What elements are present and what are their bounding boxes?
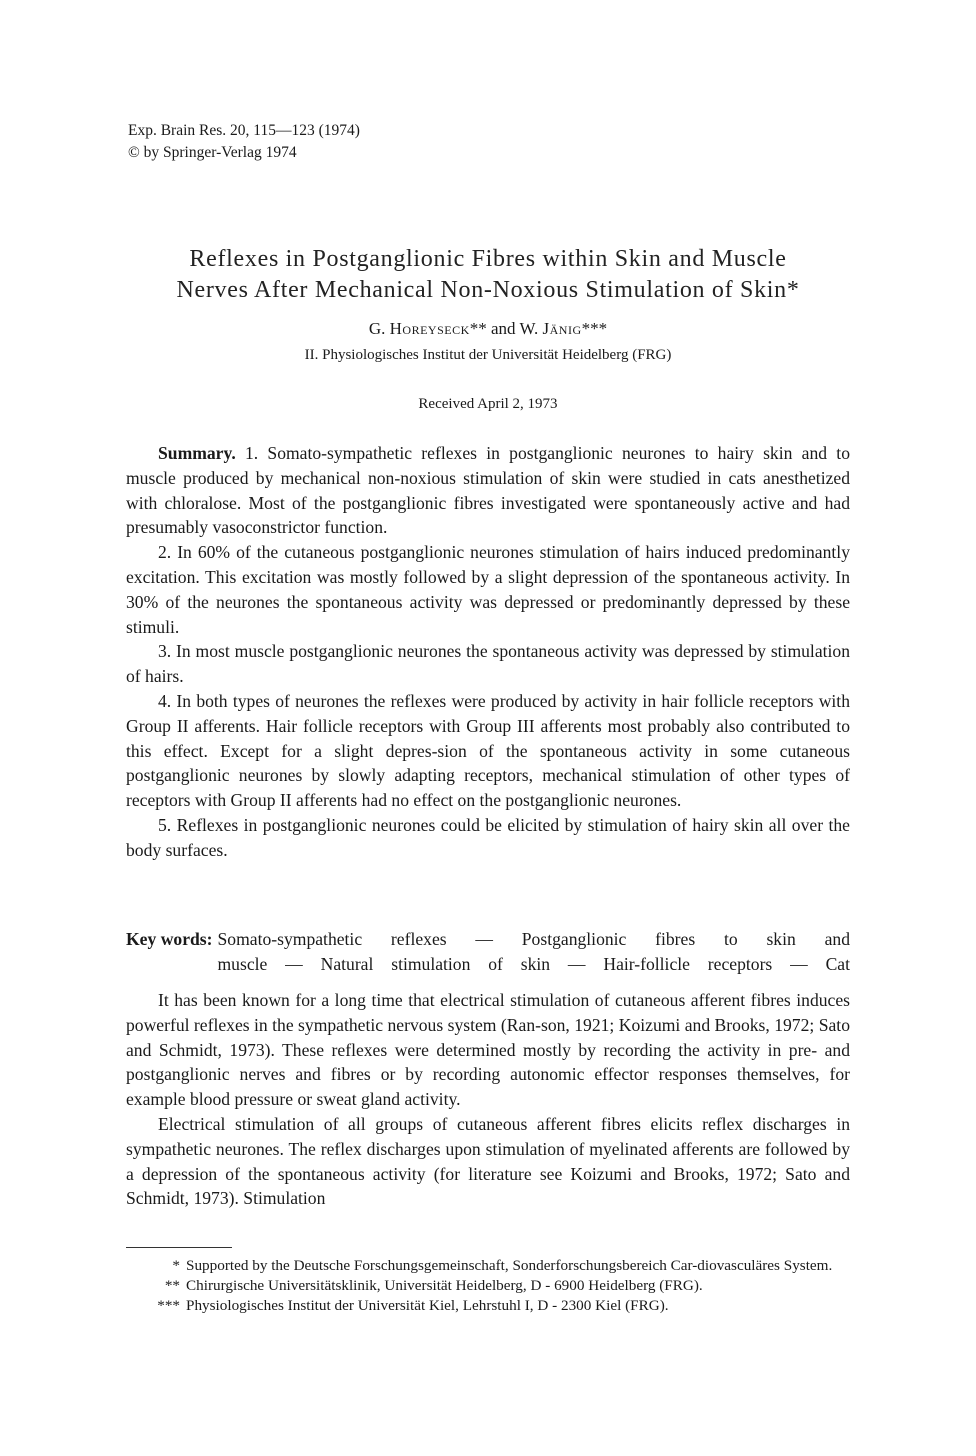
author-1-footnote-mark: **: [469, 319, 487, 338]
summary-paragraph-5: 5. Reflexes in postganglionic neurones could be elicited by stimulation of hairy skin all over the body surfaces.: [126, 814, 850, 860]
journal-header: [128, 120, 360, 164]
author-1-initial: G.: [368, 319, 386, 338]
footnote: [126, 1276, 850, 1296]
author-2-initial: W.: [519, 319, 539, 338]
footnote-mark: ***: [157, 1296, 180, 1314]
author-2-surname: Jänig: [542, 319, 582, 338]
body-paragraph-2: Electrical stimulation of all groups of cutaneous afferent fibres elicits reflex discharges in sympathetic neurones. The reflex discharges upon stimulation of myelinated afferents are followed by a depression of the spontaneous activity (for literature see Koizumi and Brooks, 1972; Sato and Schmidt, 1973). Stimulation: [126, 1113, 850, 1209]
footnote-text: Chirurgische Universitätsklinik, Universität Heidelberg, D - 6900 Heidelberg (FRG).: [186, 1276, 703, 1294]
keywords-section: [126, 927, 850, 977]
copyright-notice: © by Springer-Verlag 1974: [128, 144, 297, 161]
body-text: [126, 988, 850, 1211]
footnote-mark: *: [172, 1257, 180, 1274]
keywords-label: Key words:: [126, 929, 213, 949]
journal-citation: Exp. Brain Res. 20, 115—123 (1974): [128, 122, 360, 139]
affiliation: II. Physiologisches Institut der Universität Heidelberg (FRG): [304, 347, 672, 363]
footnote: [126, 1296, 850, 1316]
summary-text-1: 1. Somato-sympathetic reflexes in postganglionic neurones to hairy skin and to muscle produced by mechanical non-noxious stimulation of skin were studied in cats anesthetized with chloralose. Most of the postganglionic fibres investigated were spontaneously active and had presumably vasoconstrictor function.: [126, 443, 850, 538]
footnote-mark: **: [164, 1276, 180, 1294]
summary-paragraph-1: [126, 441, 850, 540]
author-2-footnote-mark: ***: [581, 319, 608, 338]
body-paragraph-1: It has been known for a long time that electrical stimulation of cutaneous afferent fibres induces powerful reflexes in the sympathetic nervous system (Ran-son, 1921; Koizumi and Brooks, 1972; Sato and Schmidt, 1973). These reflexes were determined mostly by recording the activity in pre- and postganglionic nerves and fibres or by recording autonomic effector responses themselves, for example blood pressure or sweat gland activity.: [126, 990, 850, 1110]
keywords-line-2: muscle — Natural stimulation of skin — Hair-follicle receptors — Cat: [217, 953, 850, 974]
footnote-text: Physiologisches Institut der Universität Kiel, Lehrstuhl I, D - 2300 Kiel (FRG).: [186, 1296, 669, 1314]
received-date: Received April 2, 1973: [418, 396, 558, 412]
footnotes: [126, 1256, 850, 1315]
author-1-surname: Horeyseck: [389, 319, 470, 338]
summary-paragraph-4: 4. In both types of neurones the reflexes were produced by activity in hair follicle receptors with Group II afferents. Hair follicle receptors with Group III afferents most probably also contributed to this effect. Except for a slight depres-sion of the spontaneous activity in some cutaneous postganglionic neurones by slowly adapting receptors, mechanical stimulation of other types of receptors with Group II afferents had no effect on the postganglionic neurones.: [126, 690, 850, 811]
summary-paragraph-3: 3. In most muscle postganglionic neurones the spontaneous activity was depressed by stimulation of hairs.: [126, 641, 850, 687]
keywords-line-1: Somato-sympathetic reflexes — Postganglionic fibres to skin and: [217, 929, 850, 949]
footnote: [126, 1256, 850, 1276]
footnote-text: Supported by the Deutsche Forschungsgemeinschaft, Sonderforschungsbereich Car-diovasculäres System.: [186, 1257, 833, 1274]
author-line: [0, 318, 976, 340]
author-conjunction: and: [491, 319, 516, 338]
footnote-divider: [126, 1247, 232, 1248]
title-line-2: Nerves After Mechanical Non-Noxious Stimulation of Skin*: [176, 277, 800, 303]
summary-paragraph-2: 2. In 60% of the cutaneous postganglionic neurones stimulation of hairs induced predominantly excitation. This excitation was mostly followed by a slight depression of the spontaneous activity. In 30% of the neurones the spontaneous activity was depressed or predominantly depressed by these stimuli.: [126, 542, 850, 637]
title-line-1: Reflexes in Postganglionic Fibres within Skin and Muscle: [189, 246, 787, 272]
summary-label: Summary.: [158, 443, 236, 463]
paper-title: [0, 244, 976, 306]
summary-section: [126, 441, 850, 863]
